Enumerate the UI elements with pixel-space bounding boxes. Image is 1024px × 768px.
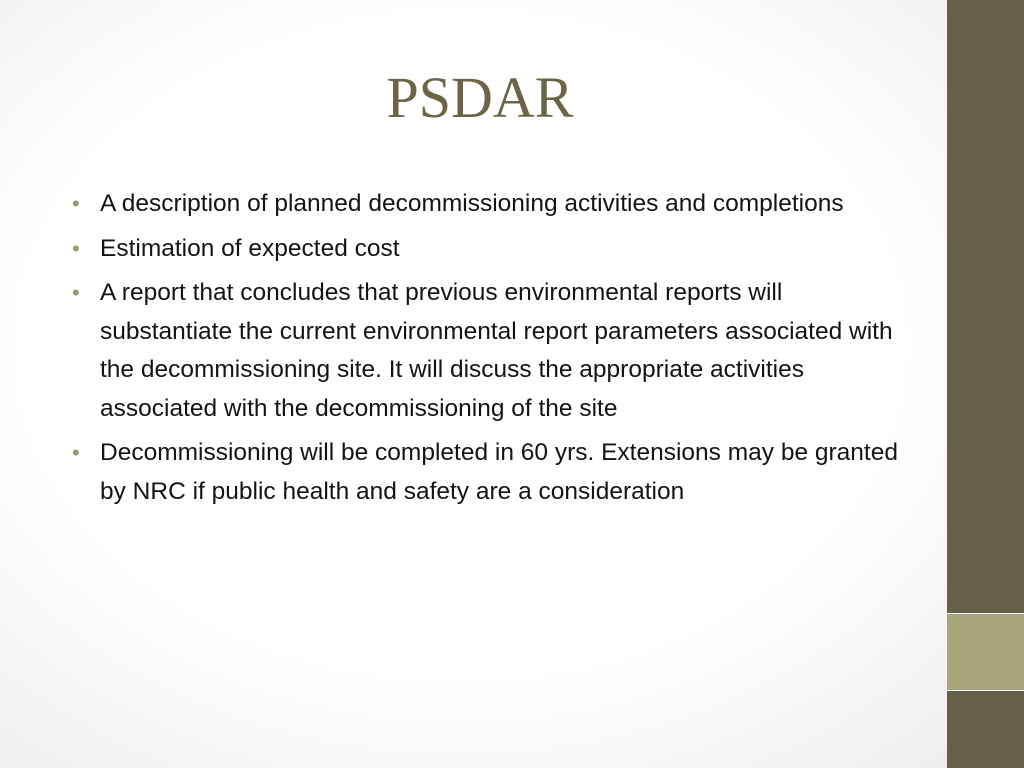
bullet-item (72, 185, 902, 224)
decorative-sidebar (947, 0, 1024, 768)
slide-title: PSDAR (386, 65, 574, 130)
bullet-text: A report that concludes that previous environmental reports will substantiate the current environmental report parameters associated with the decommissioning site. It will discuss the appropriate activities associated with the decommissioning of the site (100, 279, 893, 422)
bullet-dot-icon: • (72, 280, 80, 305)
sidebar-segment-accent (947, 614, 1024, 691)
bullet-text: Decommissioning will be completed in 60 yrs. Extensions may be granted by NRC if public health and safety are a consideration (100, 439, 898, 505)
bullet-text: Estimation of expected cost (100, 234, 400, 262)
bullet-item (72, 230, 902, 269)
sidebar-segment-top (947, 0, 1024, 614)
bullet-list (72, 185, 902, 517)
bullet-item (72, 274, 902, 428)
bullet-dot-icon: • (72, 191, 80, 216)
bullet-text: A description of planned decommissioning activities and completions (100, 190, 844, 217)
bullet-dot-icon: • (72, 235, 80, 261)
sidebar-segment-bottom (947, 691, 1024, 768)
bullet-dot-icon: • (72, 440, 80, 465)
bullet-item (72, 434, 902, 511)
